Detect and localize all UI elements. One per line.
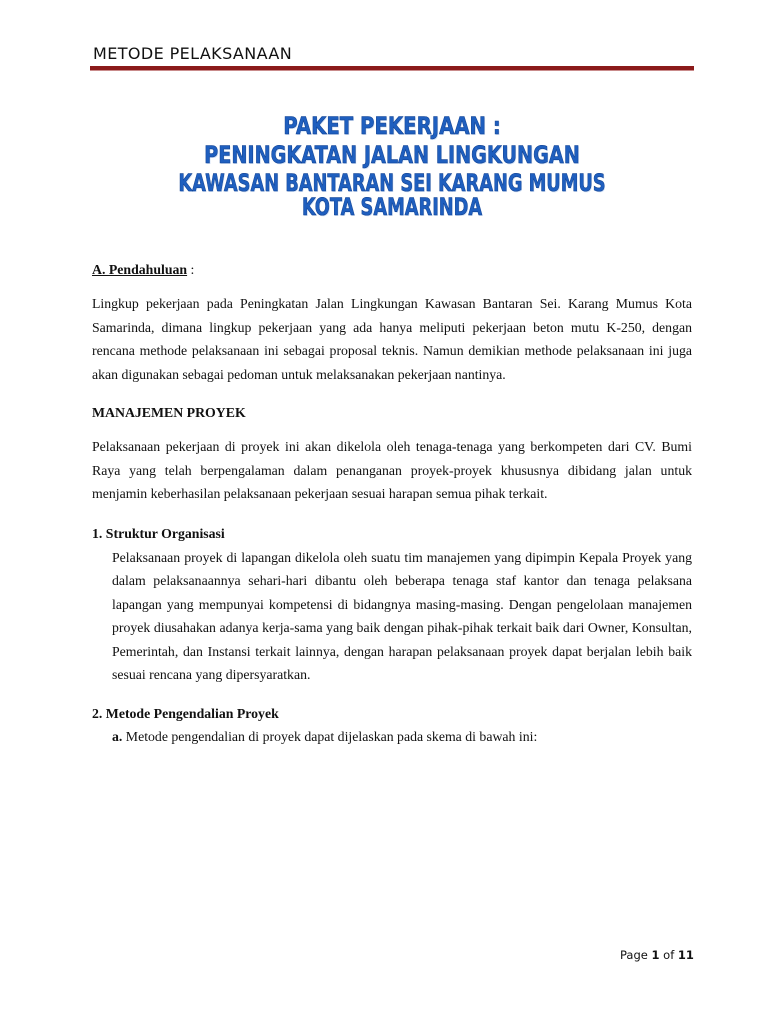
title-line-2: PENINGKATAN JALAN LINGKUNGAN <box>204 141 580 169</box>
paragraph-manajemen: Pelaksanaan pekerjaan di proyek ini akan dikelola oleh tenaga-tenaga yang berkompeten dari CV. Bumi Raya yang telah berpengalaman dalam penanganan proyek-proyek khususnya dibidang jalan untuk menjamin keberhasilan pelaksanaan pekerjaan sesuai harapan semua pihak terkait. <box>92 439 692 501</box>
paragraph-pendahuluan: Lingkup pekerjaan pada Peningkatan Jalan Lingkungan Kawasan Bantaran Sei. Karang Mumus Kota Samarinda, dimana lingkup pekerjaan yang ada hanya meliputi pekerjaan beton mutu K-250, dengan rencana methode pelaksanaan ini sebagai proposal teknis. Namun demikian methode pelaksanaan ini juga akan digunakan sebagai pedoman untuk melaksanakan pekerjaan nantinya. <box>92 296 692 382</box>
page-current: 1 <box>651 948 660 962</box>
page-of-label: of <box>659 948 678 962</box>
section-heading-struktur: 1. Struktur Organisasi <box>92 525 225 541</box>
section-heading-pengendalian: 2. Metode Pengendalian Proyek <box>92 705 279 721</box>
document-title-block <box>80 112 704 221</box>
list-item-text: Metode pengendalian di proyek dapat dijelaskan pada skema di bawah ini: <box>122 728 538 744</box>
document-body <box>92 258 692 748</box>
pendahuluan-heading-text: A. Pendahuluan <box>92 262 188 277</box>
page-label: Page <box>620 948 652 962</box>
page-header-title: METODE PELAKSANAAN <box>93 44 293 63</box>
paragraph-struktur: Pelaksanaan proyek di lapangan dikelola oleh suatu tim manajemen yang dipimpin Kepala Proyek yang dalam pelaksanaannya sehari-hari dibantu oleh beberapa tenaga staf kantor dan tenaga pelaksana lapangan yang mempunyai kompetensi di bidangnya masing-masing. Dengan pengelolaan manajemen proyek diusahakan adanya kerja-sama yang baik dengan pihak-pihak terkait baik dari Owner, Konsultan, Pemerintah, dan Instansi terkait lainnya, dengan harapan pelaksanaan proyek dapat berjalan lebih baik sesuai rencana yang dipersyaratkan. <box>112 549 692 682</box>
list-item-label: a. <box>112 728 123 744</box>
header-rule <box>90 66 694 71</box>
list-item-pengendalian-a <box>92 726 692 748</box>
title-line-1: PAKET PEKERJAAN : <box>283 112 501 140</box>
section-heading-pendahuluan <box>92 258 692 282</box>
page-number-footer <box>620 948 694 962</box>
title-line-3: KAWASAN BANTARAN SEI KARANG MUMUS KOTA SAMARINDA <box>178 169 606 221</box>
section-heading-manajemen: MANAJEMEN PROYEK <box>92 405 246 420</box>
pendahuluan-heading-colon: : <box>187 262 195 277</box>
page-total: 11 <box>677 948 694 962</box>
